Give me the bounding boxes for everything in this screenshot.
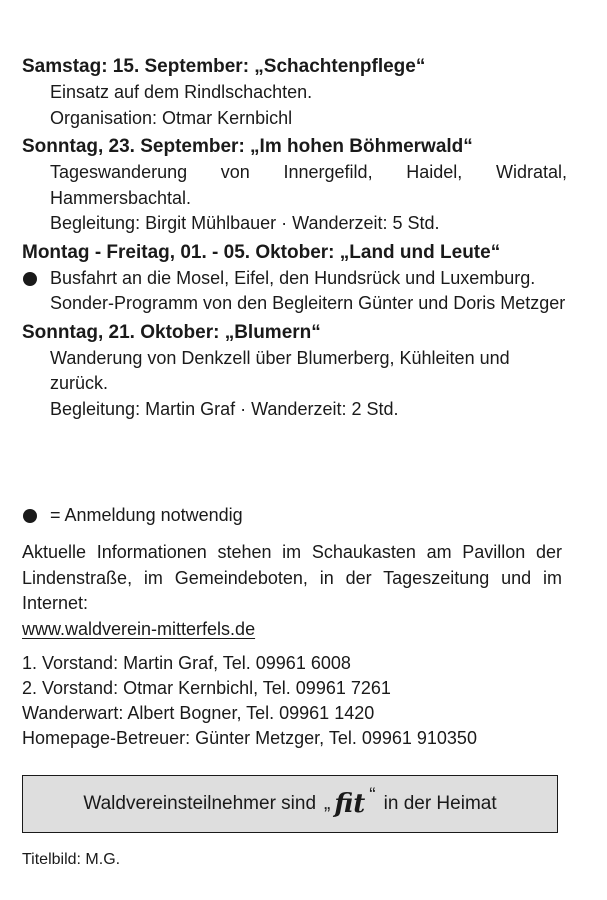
registration-required-icon	[23, 509, 37, 523]
event-description: Tageswanderung von Innergefild, Haidel, Widratal, Hammersbachtal.	[50, 162, 567, 208]
event-description-row	[22, 266, 567, 292]
event-title: Montag - Freitag, 01. - 05. Oktober: „Land und Leute“	[22, 241, 501, 263]
banner-fit: fit	[334, 789, 366, 819]
contact-line: Homepage-Betreuer: Günter Metzger, Tel. 09961 910350	[22, 728, 477, 748]
events-list	[22, 54, 567, 422]
contact-line: 1. Vorstand: Martin Graf, Tel. 09961 6008	[22, 653, 351, 673]
website-link[interactable]: www.waldverein-mitterfels.de	[22, 618, 256, 639]
event-guide: Begleitung: Birgit Mühlbauer · Wanderzeit: 5 Std.	[50, 213, 440, 233]
contact-line: Wanderwart: Albert Bogner, Tel. 09961 1420	[22, 703, 375, 723]
event-title: Sonntag, 21. Oktober: „Blumern“	[22, 321, 321, 343]
event-description: Einsatz auf dem Rindlschachten.	[50, 82, 313, 102]
event-guide: Begleitung: Martin Graf · Wanderzeit: 2 Std.	[50, 398, 399, 419]
legend-text: = Anmeldung notwendig	[50, 505, 243, 525]
banner-text-after: in der Heimat	[383, 793, 497, 814]
registration-required-icon	[23, 272, 37, 286]
event-program: Sonder-Programm von den Begleitern Günter und Doris Metzger	[50, 293, 566, 313]
event-boehmerwald	[22, 134, 567, 237]
contacts-list	[22, 651, 477, 751]
info-text: Aktuelle Informationen stehen im Schaukasten am Pavillon der Lindenstraße, im Gemeindeboten, in der Tageszeitung und im Internet:	[22, 542, 562, 613]
event-schachtenpflege	[22, 54, 567, 131]
legend	[22, 503, 243, 528]
banner-quote-open: „	[324, 793, 331, 814]
banner-text-before: Waldvereinsteilnehmer sind	[83, 793, 317, 814]
contact-line: 2. Vorstand: Otmar Kernbichl, Tel. 09961 7261	[22, 678, 391, 698]
event-title: Sonntag, 23. September: „Im hohen Böhmerwald“	[22, 136, 473, 157]
event-blumern	[22, 320, 567, 423]
event-organisation: Organisation: Otmar Kernbichl	[50, 107, 293, 128]
banner-quote-close: “	[369, 785, 376, 806]
slogan-banner	[22, 775, 558, 833]
event-description: Busfahrt an die Mosel, Eifel, den Hundsrück und Luxemburg.	[50, 267, 536, 288]
event-description: Wanderung von Denkzell über Blumerberg, Kühleiten und zurück.	[50, 347, 510, 393]
event-land-und-leute	[22, 240, 567, 317]
event-title: Samstag: 15. September: „Schachtenpflege“	[22, 56, 426, 77]
info-section	[22, 540, 562, 642]
photo-credit: Titelbild: M.G.	[22, 851, 121, 868]
